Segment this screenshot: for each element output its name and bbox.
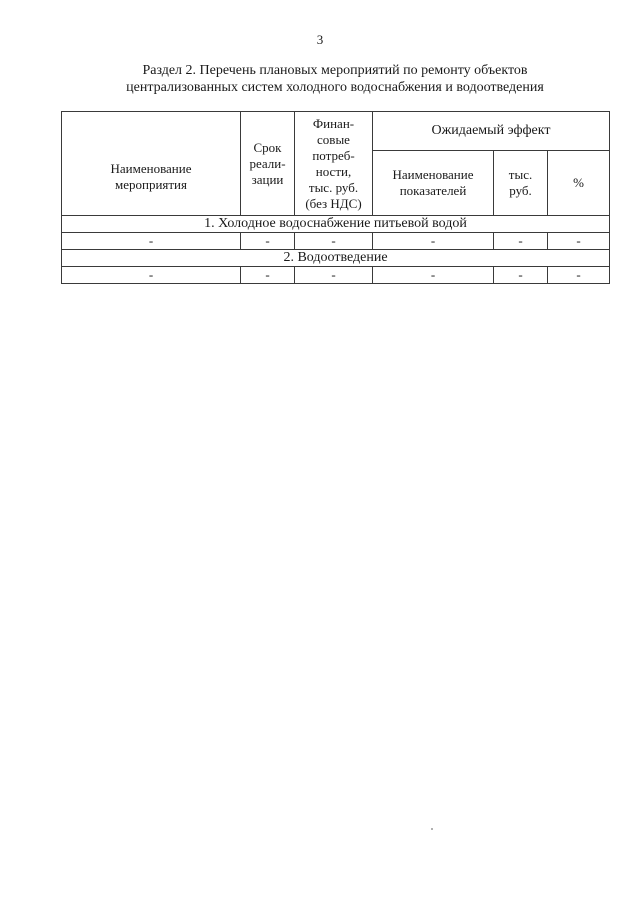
header-expected-effect: Ожидаемый эффект xyxy=(373,112,610,151)
header-row-top xyxy=(62,112,610,151)
section-title-line-1: Раздел 2. Перечень плановых мероприятий по ремонту объектов xyxy=(142,63,528,78)
header-percent: % xyxy=(548,151,610,216)
page-number: 3 xyxy=(316,32,324,47)
section-title xyxy=(60,62,610,96)
header-indicators: Наименование показателей xyxy=(373,151,494,216)
section-title-line-2: централизованных систем холодного водоснабжения и водоотведения xyxy=(126,80,544,95)
section-title-cold-water: 1. Холодное водоснабжение питьевой водой xyxy=(62,216,610,233)
cell-finance: - xyxy=(295,233,373,250)
cell-indicators: - xyxy=(373,233,494,250)
cell-name: - xyxy=(62,267,241,284)
cell-term: - xyxy=(241,233,295,250)
cell-percent: - xyxy=(548,267,610,284)
scan-dot xyxy=(431,828,433,830)
cell-finance: - xyxy=(295,267,373,284)
section-row-1 xyxy=(62,216,610,233)
header-finance: Финан- совые потреб- ности, тыс. руб. (без НДС) xyxy=(295,112,373,216)
section-title-wastewater: 2. Водоотведение xyxy=(62,250,610,267)
cell-term: - xyxy=(241,267,295,284)
plan-table xyxy=(61,111,610,284)
header-name: Наименование мероприятия xyxy=(62,112,241,216)
header-thousand-rub: тыс. руб. xyxy=(494,151,548,216)
table-row xyxy=(62,267,610,284)
cell-indicators: - xyxy=(373,267,494,284)
cell-name: - xyxy=(62,233,241,250)
cell-thousand-rub: - xyxy=(494,233,548,250)
section-row-2 xyxy=(62,250,610,267)
cell-percent: - xyxy=(548,233,610,250)
header-term: Срок реали- зации xyxy=(241,112,295,216)
cell-thousand-rub: - xyxy=(494,267,548,284)
table-row xyxy=(62,233,610,250)
